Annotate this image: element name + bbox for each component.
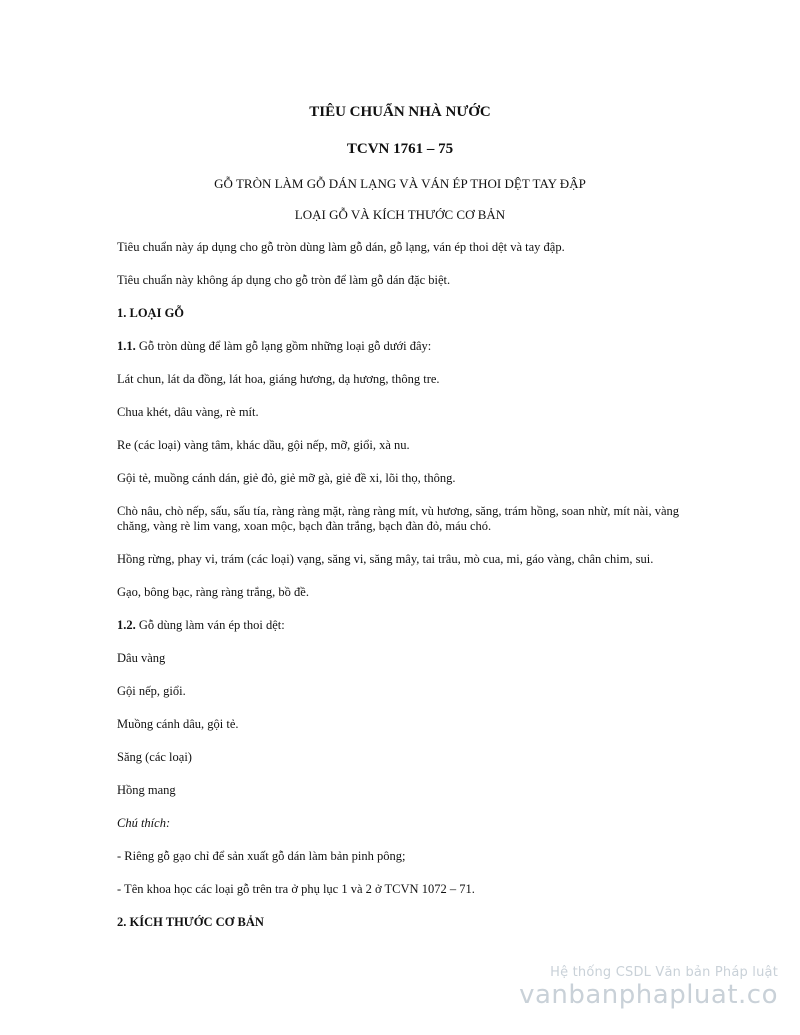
- list-item: Muồng cánh dâu, gội tẻ.: [117, 717, 239, 731]
- list-item: Chua khét, dâu vàng, rè mít.: [117, 405, 259, 419]
- list-item: Chò nâu, chò nếp, sấu, sấu tía, ràng ràng mặt, ràng ràng mít, vù hương, săng, trám hồng, soan nhừ, mít nài, vàng chăng, vàng rè lim vang, xoan mộc, bạch đàn trắng, bạch đàn đỏ, máu chó.: [117, 504, 680, 533]
- section-2-heading: 2. KÍCH THƯỚC CƠ BẢN: [117, 915, 264, 929]
- list-item: Lát chun, lát da đồng, lát hoa, giáng hương, dạ hương, thông tre.: [117, 372, 440, 386]
- intro-paragraph-2: Tiêu chuẩn này không áp dụng cho gỗ tròn để làm gỗ dán đặc biệt.: [117, 273, 451, 287]
- list-item: Re (các loại) vàng tâm, khác dầu, gội nếp, mỡ, giổi, xà nu.: [117, 438, 410, 452]
- clause-number: 1.1.: [117, 339, 136, 353]
- document-subtitle-2: LOẠI GỖ VÀ KÍCH THƯỚC CƠ BẢN: [294, 207, 506, 222]
- watermark: [519, 965, 778, 1010]
- list-item: Hồng mang: [117, 783, 176, 797]
- clause-text: Gỗ tròn dùng để làm gỗ lạng gồm những loại gỗ dưới đây:: [135, 339, 432, 353]
- document-subtitle-1: GỖ TRÒN LÀM GỖ DÁN LẠNG VÀ VÁN ÉP THOI DỆT TAY ĐẬP: [214, 176, 586, 191]
- list-item: Gội tẻ, muồng cánh dán, giẻ đỏ, giẻ mỡ gà, giẻ đề xi, lõi thọ, thông.: [117, 471, 456, 485]
- watermark-tagline: Hệ thống CSDL Văn bản Pháp luật: [550, 965, 778, 980]
- list-item: Dâu vàng: [117, 651, 166, 665]
- note-item: - Riêng gỗ gạo chỉ để sản xuất gỗ dán làm bản pinh pông;: [117, 849, 406, 863]
- clause-1-2: [117, 618, 687, 633]
- document-body: [117, 240, 687, 948]
- section-1-heading: 1. LOẠI GỖ: [117, 306, 185, 320]
- note-label: Chú thích:: [117, 816, 171, 830]
- clause-text: Gỗ dùng làm ván ép thoi dệt:: [135, 618, 285, 632]
- list-item: Gạo, bông bạc, ràng ràng trắng, bồ đề.: [117, 585, 309, 599]
- document-title: TIÊU CHUẨN NHÀ NƯỚC: [309, 104, 491, 120]
- clause-1-1: [117, 339, 687, 354]
- intro-paragraph-1: Tiêu chuẩn này áp dụng cho gỗ tròn dùng làm gỗ dán, gỗ lạng, ván ép thoi dệt và tay đập.: [117, 240, 565, 254]
- note-item: - Tên khoa học các loại gỗ trên tra ở phụ lục 1 và 2 ở TCVN 1072 – 71.: [117, 882, 475, 896]
- clause-number: 1.2.: [117, 618, 136, 632]
- watermark-domain: vanbanphapluat.co: [519, 980, 778, 1010]
- standard-code: TCVN 1761 – 75: [346, 141, 454, 157]
- list-item: Gội nếp, giổi.: [117, 684, 186, 698]
- list-item: Hồng rừng, phay vi, trám (các loại) vạng, săng vi, săng mây, tai trâu, mò cua, mi, gáo vàng, chân chim, sui.: [117, 552, 654, 566]
- list-item: Săng (các loại): [117, 750, 192, 764]
